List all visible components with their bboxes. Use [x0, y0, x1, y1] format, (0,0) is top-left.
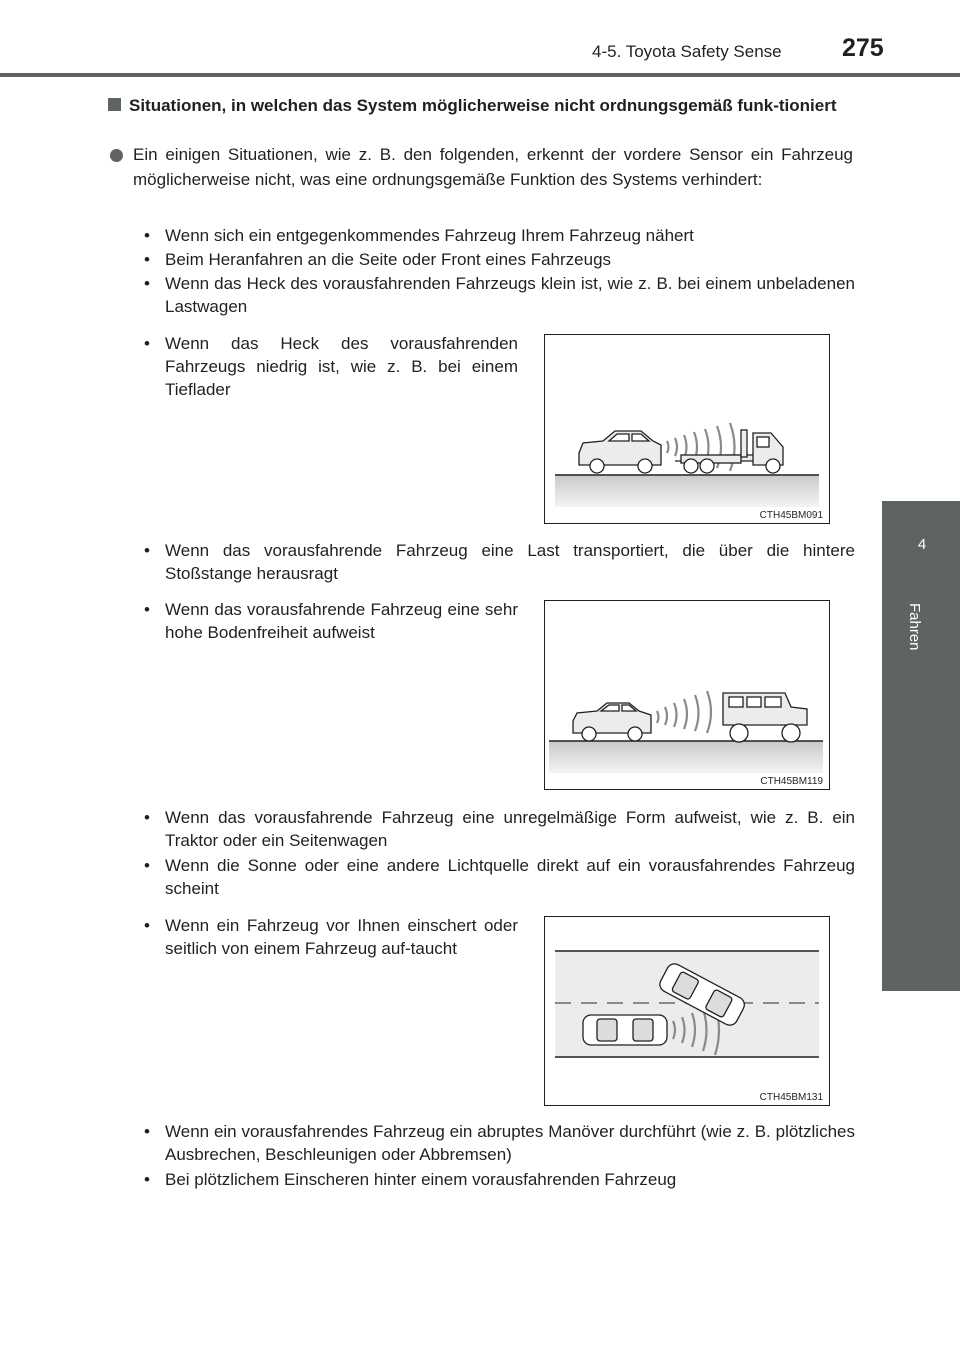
figure-high-clearance	[544, 600, 830, 790]
bullet-dot: •	[144, 274, 150, 293]
car-top-view-icon	[583, 1015, 667, 1045]
list-item	[144, 598, 518, 644]
list-item	[144, 248, 855, 271]
chapter-number: 4	[917, 536, 927, 553]
chapter-title: Fahren	[906, 603, 923, 651]
figure-code: CTH45BM119	[760, 776, 823, 787]
section-heading-text: Situationen, in welchen das System möglicherweise nicht ordnungsgemäß funk-tioniert	[129, 96, 837, 115]
car-icon	[579, 431, 661, 473]
list-item-text: Wenn das Heck des vorausfahrenden Fahrzeugs klein ist, wie z. B. bei einem unbeladenen Lastwagen	[165, 274, 855, 316]
chapter-side-tab	[882, 501, 960, 991]
cut-in-illustration	[545, 917, 829, 1105]
list-item-text: Wenn das Heck des vorausfahrenden Fahrzeugs niedrig ist, wie z. B. bei einem Tieflader	[165, 334, 518, 399]
list-item-text: Wenn ein Fahrzeug vor Ihnen einschert oder seitlich von einem Fahrzeug auf-taucht	[165, 916, 518, 958]
bullet-dot: •	[144, 541, 150, 560]
figure-low-trailer	[544, 334, 830, 524]
list-item-text: Bei plötzlichem Einscheren hinter einem vorausfahrenden Fahrzeug	[165, 1170, 677, 1189]
list-item	[144, 332, 518, 401]
header-rule	[0, 73, 960, 77]
bullet-dot: •	[144, 1122, 150, 1141]
radar-waves-icon	[657, 691, 711, 733]
figure-cut-in	[544, 916, 830, 1106]
bullet-dot: •	[144, 334, 150, 353]
list-item-text: Beim Heranfahren an die Seite oder Front eines Fahrzeugs	[165, 250, 612, 269]
square-bullet-icon	[108, 98, 121, 111]
circle-bullet-icon	[110, 149, 123, 162]
bullet-dot: •	[144, 250, 150, 269]
list-item-text: Wenn das vorausfahrende Fahrzeug eine Last transportiert, die über die hintere Stoßstange herausragt	[165, 541, 855, 583]
bullet-dot: •	[144, 856, 150, 875]
bullet-dot: •	[144, 916, 150, 935]
list-item-text: Wenn die Sonne oder eine andere Lichtquelle direkt auf ein vorausfahrendes Fahrzeug scheint	[165, 856, 855, 898]
list-item-text: Wenn das vorausfahrende Fahrzeug eine sehr hohe Bodenfreiheit aufweist	[165, 600, 518, 642]
header-section-title: 4-5. Toyota Safety Sense	[592, 42, 782, 61]
list-item	[144, 539, 855, 585]
list-item	[144, 224, 855, 247]
list-item	[144, 806, 855, 852]
truck-icon	[675, 430, 783, 473]
list-item-text: Wenn ein vorausfahrendes Fahrzeug ein abruptes Manöver durchführt (wie z. B. plötzliches Ausbrechen, Beschleunigen oder Abbremsen)	[165, 1122, 855, 1164]
bullet-dot: •	[144, 600, 150, 619]
list-item	[144, 272, 855, 318]
list-item	[144, 854, 855, 900]
section-heading	[108, 94, 860, 118]
suv-icon	[723, 693, 807, 742]
page-number: 275	[842, 34, 884, 62]
list-item	[144, 1120, 855, 1166]
car-icon	[573, 703, 651, 741]
figure-code: CTH45BM131	[759, 1092, 823, 1103]
list-item	[144, 1168, 855, 1191]
bullet-dot: •	[144, 226, 150, 245]
figure-code: CTH45BM091	[759, 510, 823, 521]
high-clearance-illustration	[545, 601, 829, 789]
list-item-text: Wenn das vorausfahrende Fahrzeug eine unregelmäßige Form aufweist, wie z. B. ein Traktor oder ein Seitenwagen	[165, 808, 855, 850]
list-item	[144, 914, 518, 960]
low-trailer-illustration	[545, 335, 829, 523]
list-item-text: Wenn sich ein entgegenkommendes Fahrzeug Ihrem Fahrzeug nähert	[165, 226, 694, 245]
bullet-dot: •	[144, 1170, 150, 1189]
bullet-dot: •	[144, 808, 150, 827]
intro-paragraph: Ein einigen Situationen, wie z. B. den folgenden, erkennt der vordere Sensor ein Fahrzeug möglicherweise nicht, was eine ordnungsgemäße Funktion des Systems verhindert:	[133, 145, 853, 189]
